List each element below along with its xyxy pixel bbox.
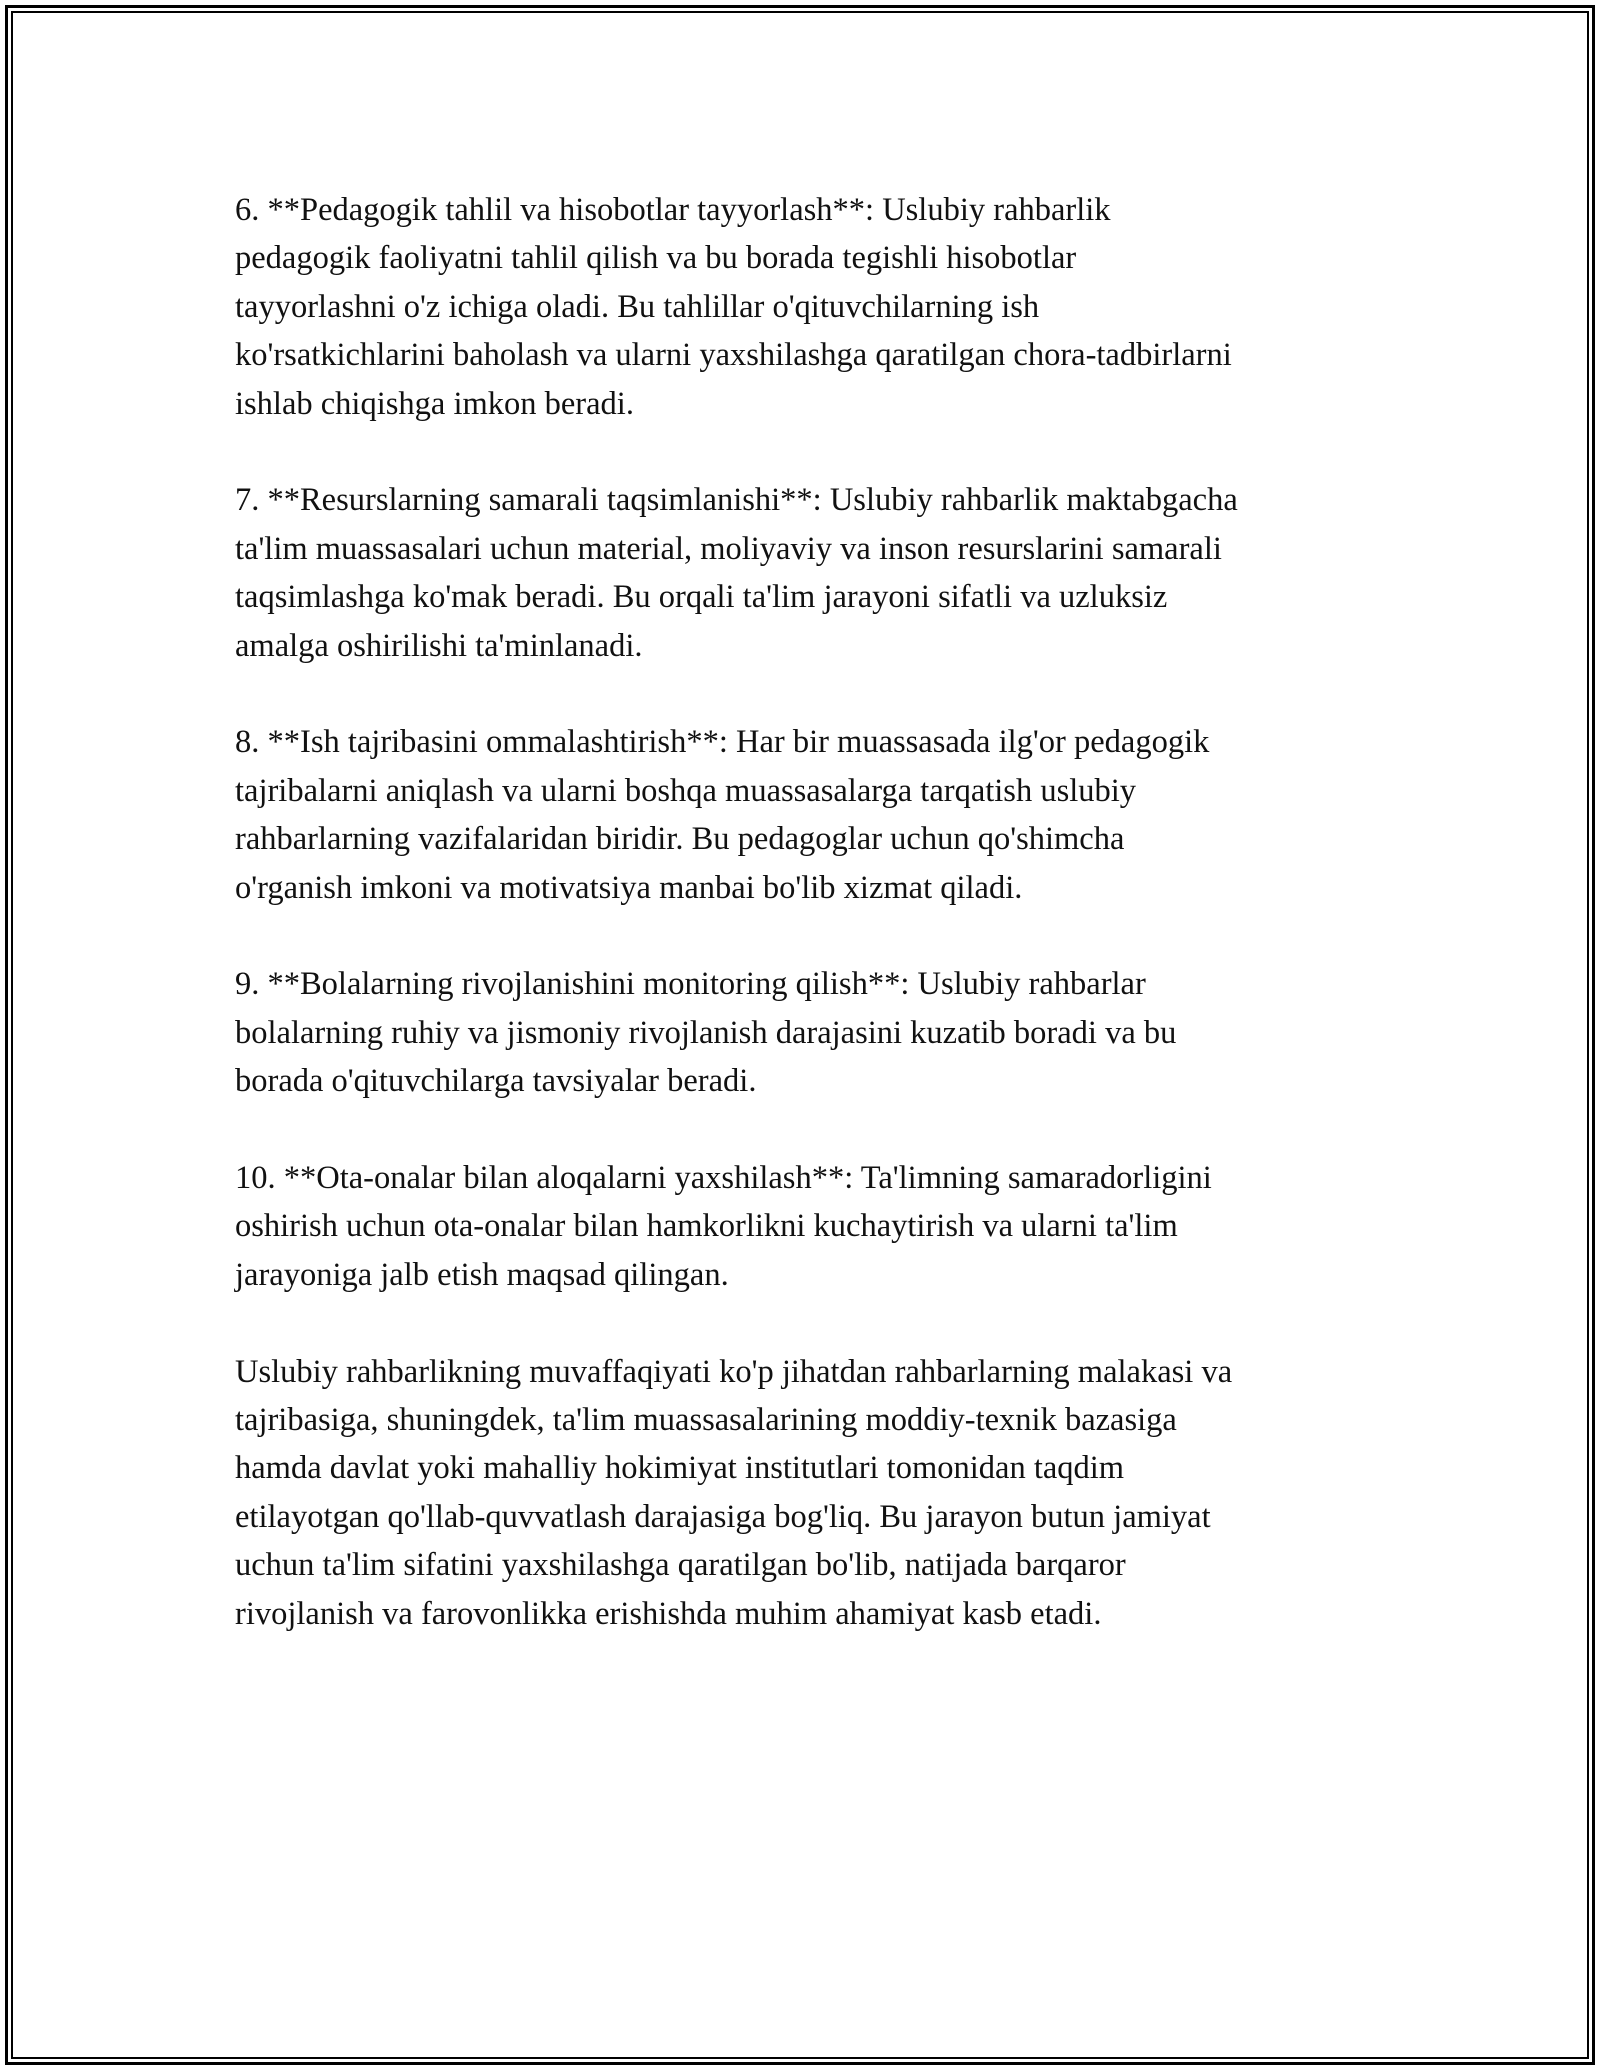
paragraph-item-6: 6. **Pedagogik tahlil va hisobotlar tayyorlash**: Uslubiy rahbarlik pedagogik faoliyatni tahlil qilish va bu borada tegishli hisobotlar tayyorlashni o'z ichiga oladi. Bu tahlillar o'qituvchilarning ish ko'rsatkichlarini baholash va ularni yaxshilashga qaratilgan chora-tadbirlarni ishlab chiqishga imkon beradi. [235, 192, 1232, 422]
document-body [235, 186, 1385, 1687]
paragraph-item-7: 7. **Resurslarning samarali taqsimlanishi**: Uslubiy rahbarlik maktabgacha ta'lim muassasalari uchun material, moliyaviy va inson resurslarini samarali taqsimlashga ko'mak beradi. Bu orqali ta'lim jarayoni sifatli va uzluksiz amalga oshirilishi ta'minlanadi. [235, 482, 1238, 664]
paragraph-item-10: 10. **Ota-onalar bilan aloqalarni yaxshilash**: Ta'limning samaradorligini oshirish uchun ota-onalar bilan hamkorlikni kuchaytirish va ularni ta'lim jarayoniga jalb etish maqsad qilingan. [235, 1160, 1212, 1293]
paragraph-item-8: 8. **Ish tajribasini ommalashtirish**: Har bir muassasada ilg'or pedagogik tajribalarni aniqlash va ularni boshqa muassasalarga tarqatish uslubiy rahbarlarning vazifalaridan biridir. Bu pedagoglar uchun qo'shimcha o'rganish imkoni va motivatsiya manbai bo'lib xizmat qiladi. [235, 724, 1210, 906]
paragraph-item-9: 9. **Bolalarning rivojlanishini monitoring qilish**: Uslubiy rahbarlar bolalarning ruhiy va jismoniy rivojlanish darajasini kuzatib boradi va bu borada o'qituvchilarga tavsiyalar beradi. [235, 966, 1177, 1100]
paragraph-conclusion: Uslubiy rahbarlikning muvaffaqiyati ko'p jihatdan rahbarlarning malakasi va tajribasiga, shuningdek, ta'lim muassasalarining moddiy-texnik bazasiga hamda davlat yoki mahalliy hokimiyat institutlari tomonidan taqdim etilayotgan qo'llab-quvvatlash darajasiga bog'liq. Bu jarayon butun jamiyat uchun ta'lim sifatini yaxshilashga qaratilgan bo'lib, natijada barqaror rivojlanish va farovonlikka erishishda muhim ahamiyat kasb etadi. [235, 1353, 1233, 1632]
